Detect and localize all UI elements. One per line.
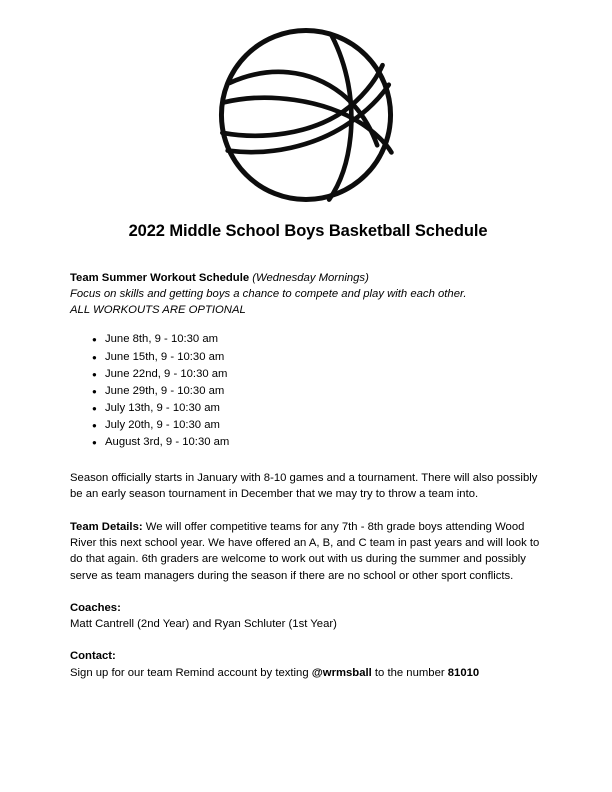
contact-line-prefix: Sign up for our team Remind account by texting — [70, 666, 312, 679]
workout-heading — [70, 270, 546, 286]
list-item: ● July 13th, 9 - 10:30 am — [70, 400, 546, 417]
workout-optional-line: ALL WORKOUTS ARE OPTIONAL — [70, 304, 246, 317]
season-paragraph: Season officially starts in January with 8-10 games and a tournament. There will also possibly be an early season tournament in December that we may try to throw a team into. — [70, 472, 538, 501]
workout-heading-italic: (Wednesday Mornings) — [249, 271, 369, 284]
contact-line-middle: to the number — [371, 666, 448, 679]
spacer — [70, 632, 546, 648]
list-item: ● June 22nd, 9 - 10:30 am — [70, 366, 546, 383]
team-details-label: Team Details: — [70, 520, 143, 533]
list-item: ● July 20th, 9 - 10:30 am — [70, 417, 546, 434]
remind-handle: @wrmsball — [311, 666, 372, 679]
page-title: 2022 Middle School Boys Basketball Schedule — [128, 222, 488, 240]
workout-focus-line: Focus on skills and getting boys a chance to compete and play with each other. — [70, 288, 467, 300]
list-item: ● June 8th, 9 - 10:30 am — [70, 331, 546, 348]
coaches-label: Coaches: — [70, 601, 121, 614]
list-item: ● June 15th, 9 - 10:30 am — [70, 349, 546, 366]
remind-number: 81010 — [447, 666, 480, 679]
spacer — [70, 451, 546, 470]
workout-heading-bold: Team Summer Workout Schedule — [70, 271, 250, 284]
workout-date-list — [70, 331, 546, 451]
spacer — [70, 503, 546, 519]
contact-line — [70, 665, 546, 681]
list-item: ● June 29th, 9 - 10:30 am — [70, 383, 546, 400]
list-item: ● August 3rd, 9 - 10:30 am — [70, 434, 546, 451]
coaches-names: Matt Cantrell (2nd Year) and Ryan Schluter (1st Year) — [70, 618, 337, 631]
basketball-icon — [217, 26, 395, 204]
team-details-text: We will offer competitive teams for any 7th - 8th grade boys attending Wood River this next school year. We have offered an A, B, and C team in past years and will look to do that again. 6th graders are welcome to work out with us during the summer and possibly serve as team managers during the season if there are no school or other sport conflicts. — [70, 520, 540, 582]
spacer — [70, 584, 546, 600]
basketball-illustration — [0, 26, 612, 204]
document-body — [70, 222, 546, 681]
workout-schedule-section — [70, 270, 546, 451]
contact-label: Contact: — [70, 650, 116, 663]
team-details-paragraph — [70, 519, 546, 584]
